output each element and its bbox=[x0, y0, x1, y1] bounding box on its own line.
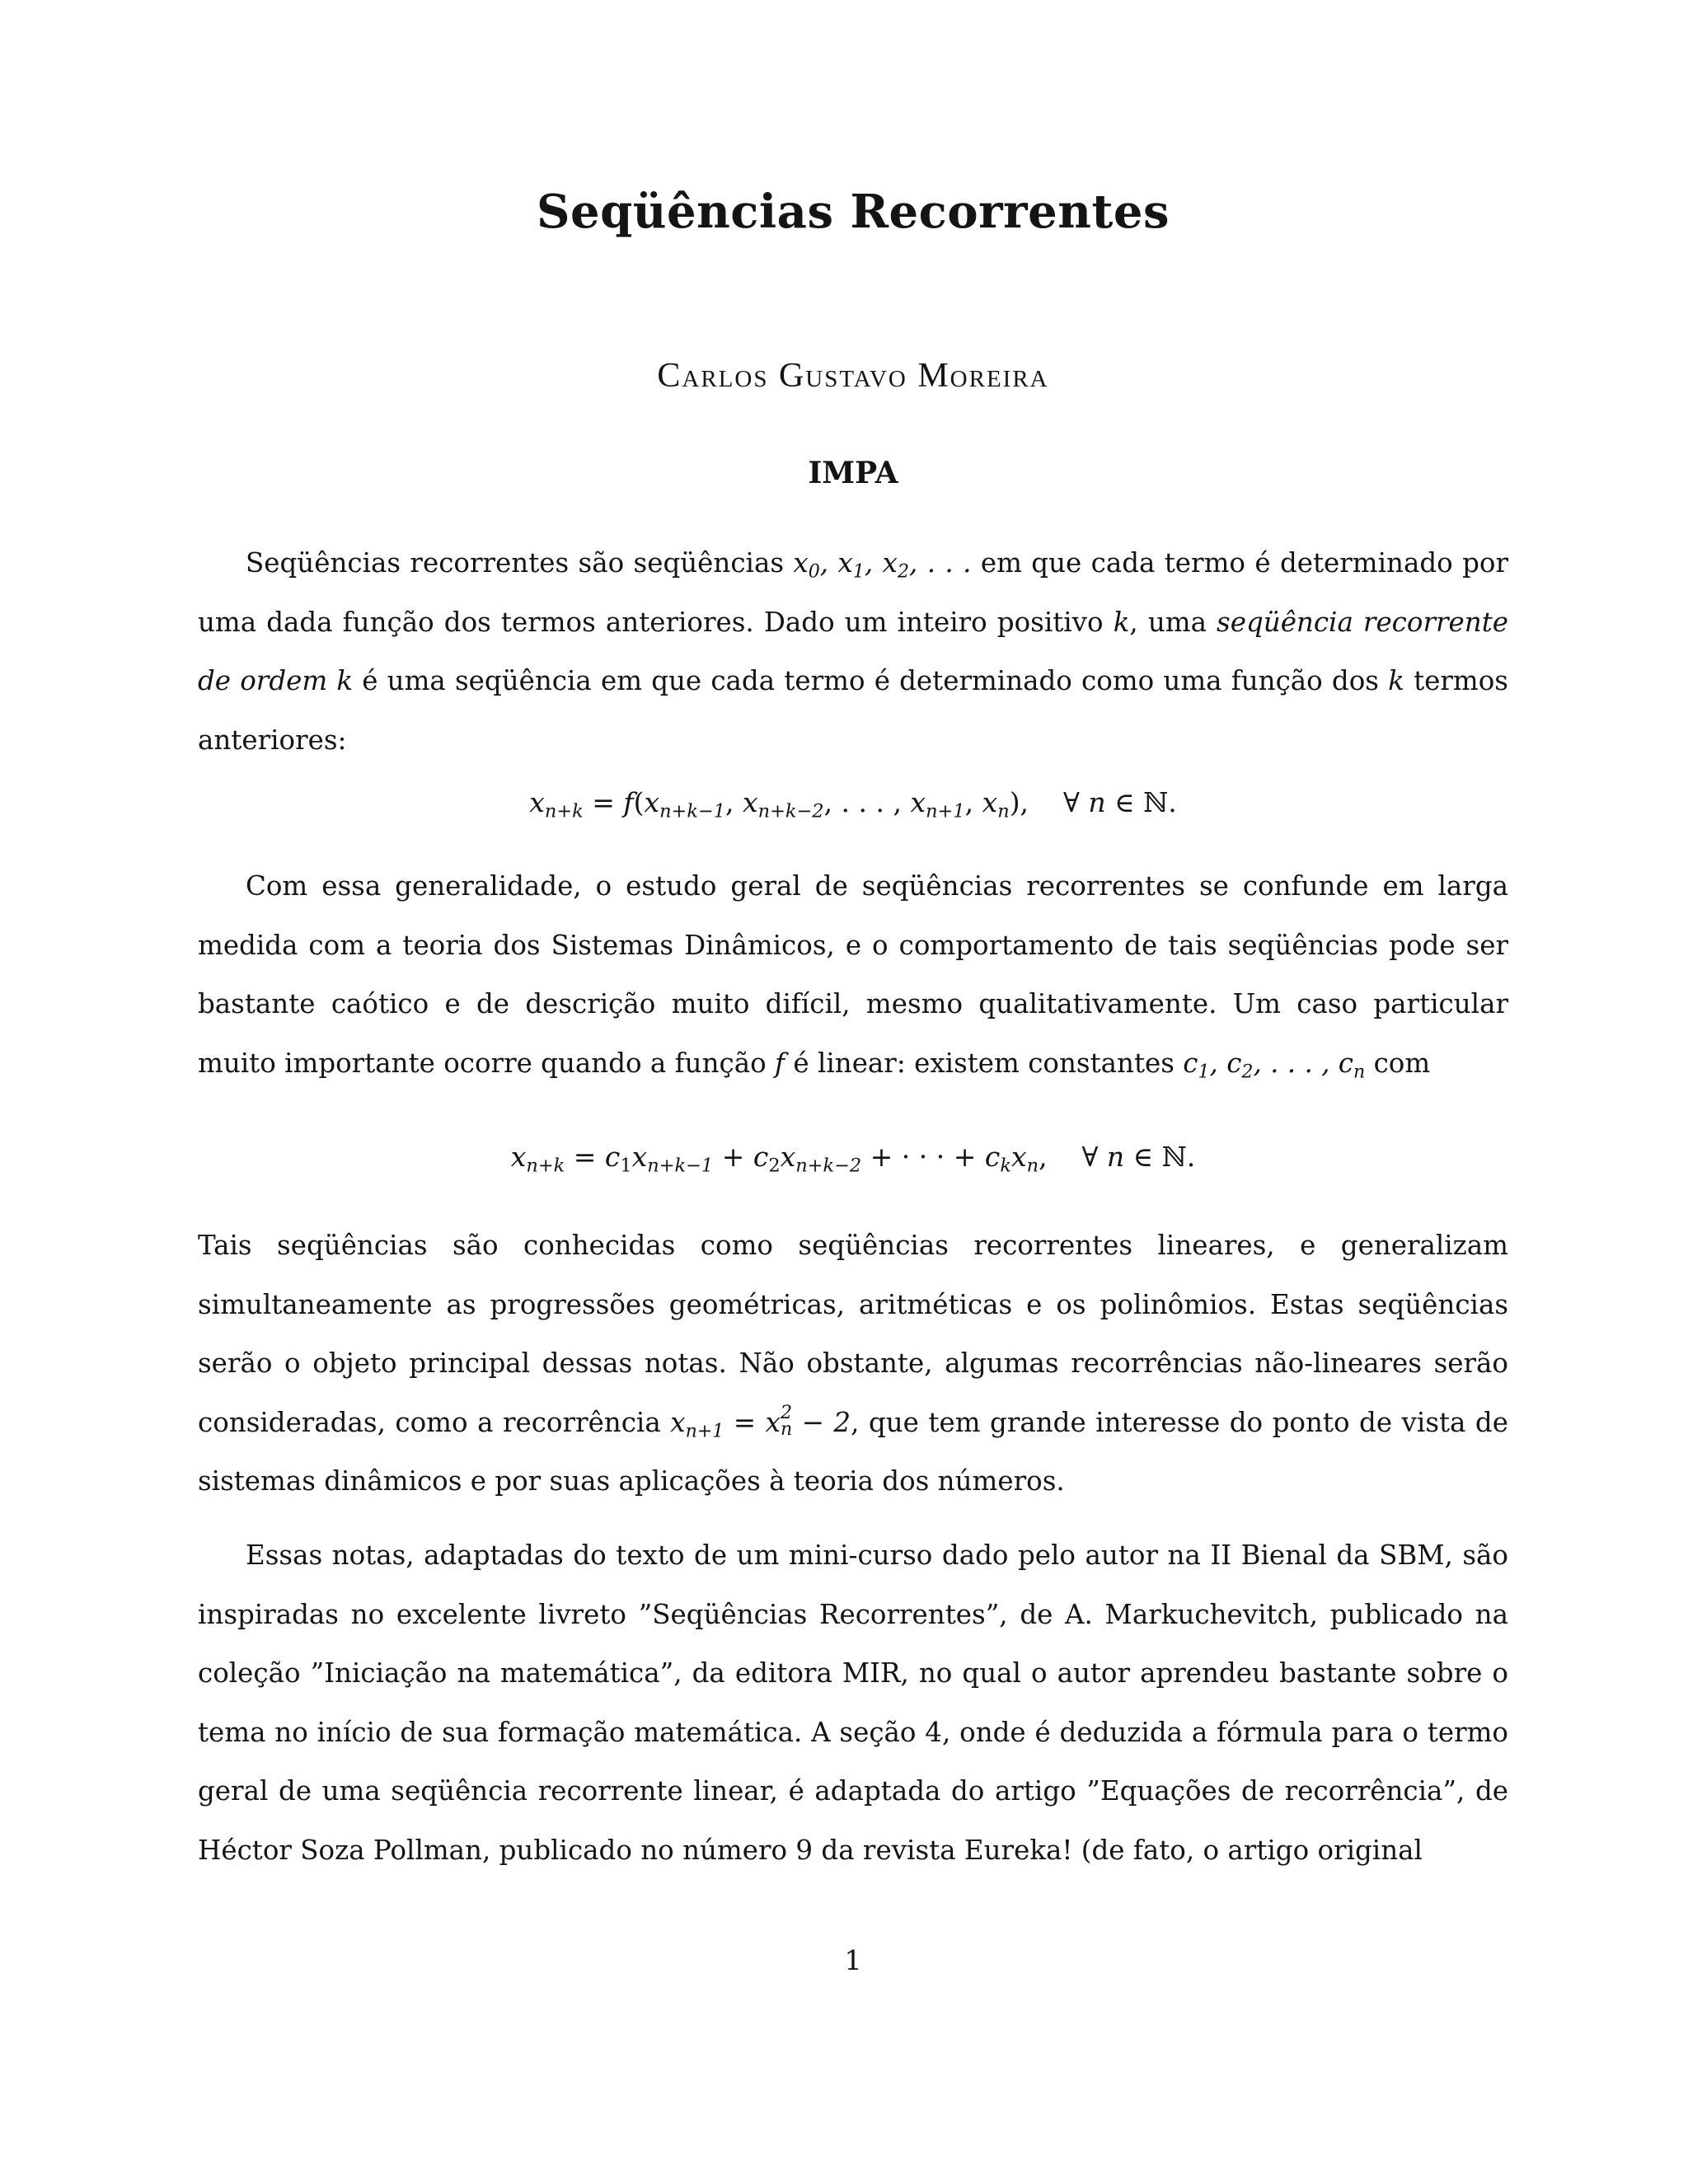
p1-text-c: , uma bbox=[1129, 606, 1207, 638]
math-k: k bbox=[1113, 606, 1130, 638]
p2-text-a: Com essa generalidade, o estudo geral de seqüências recorrentes se confunde em larga medida com a teoria dos Sistemas Dinâmicos, e o comportamento de tais seqüências pode ser bastante caótico e de descrição muito difícil, mesmo qualitativamente. Um caso particular muito importante ocorre quando a função bbox=[198, 870, 1508, 1079]
page-number: 1 bbox=[844, 1944, 862, 1976]
math-f: f bbox=[775, 1047, 785, 1079]
paragraph-3 bbox=[198, 1216, 1508, 1511]
author-affiliation: IMPA bbox=[808, 456, 898, 490]
p1-text-d: é uma seqüência em que cada termo é determinado como uma função dos bbox=[362, 665, 1379, 696]
document-page bbox=[198, 0, 1508, 2184]
p2-text-b: é linear: existem constantes bbox=[793, 1047, 1175, 1079]
math-inline-recurrence: $x_{n+1} = x$ 2 n − 2 bbox=[670, 1402, 851, 1442]
p1-defined-term: seqüência recorrente de ordem k bbox=[198, 606, 1508, 696]
p3-text-a: Tais seqüências são conhecidas como seqüências recorrentes lineares, e generalizam simultaneamente as progressões geométricas, aritméticas e os polinômios. Estas seqüências serão o objeto principal dessas notas. Não obstante, algumas recorrências não-lineares serão consideradas, como a recorrência bbox=[198, 1230, 1508, 1438]
equation-2: $x_{n+k} = c_1x_{n+k-1} + c_2x_{n+k-2}$ + · · · + $c_kx_n$, ∀ n ∈ ℕ. bbox=[510, 1141, 1196, 1177]
math-constants: $c_1$, $c_2$, . . . , $c_n$ bbox=[1183, 1047, 1366, 1083]
equation-1: $x_{n+k} = f(x_{n+k-1}$, $x_{n+k-2}$, . . . , $x_{n+1}$, $x_n$), ∀ n ∈ ℕ. bbox=[529, 786, 1177, 823]
author-name: Carlos Gustavo Moreira bbox=[657, 357, 1049, 395]
p2-text-c: com bbox=[1373, 1047, 1431, 1079]
p1-text-e: termos anteriores: bbox=[198, 665, 1508, 756]
math-k-2: k bbox=[1388, 665, 1404, 696]
document-title: Seqüências Recorrentes bbox=[537, 185, 1170, 239]
paragraph-4: Essas notas, adaptadas do texto de um mini-curso dado pelo autor na II Bienal da SBM, são inspiradas no excelente livreto ”Seqüências Recorrentes”, de A. Markuchevitch, publicado na coleção ”Iniciação na matemática”, da editora MIR, no qual o autor aprendeu bastante sobre o tema no início de sua formação matemática. A seção 4, onde é deduzida a fórmula para o termo geral de uma seqüência recorrente linear, é adaptada do artigo ”Equações de recorrência”, de Héctor Soza Pollman, publicado no número 9 da revista Eureka! (de fato, o artigo original bbox=[198, 1540, 1508, 1866]
paragraph-2 bbox=[198, 857, 1508, 1093]
paragraph-1 bbox=[198, 534, 1508, 770]
p1-text-a: Seqüências recorrentes são seqüências bbox=[246, 547, 785, 579]
math-sequence: $x_0$, $x_1$, $x_2$, . . . bbox=[793, 547, 972, 583]
p1-text-b: em que cada termo é determinado por uma dada função dos termos anteriores. Dado um inteiro positivo bbox=[198, 547, 1508, 638]
p3-text-b: , que tem grande interesse do ponto de vista de sistemas dinâmicos e por suas aplicações à teoria dos números. bbox=[198, 1406, 1508, 1497]
